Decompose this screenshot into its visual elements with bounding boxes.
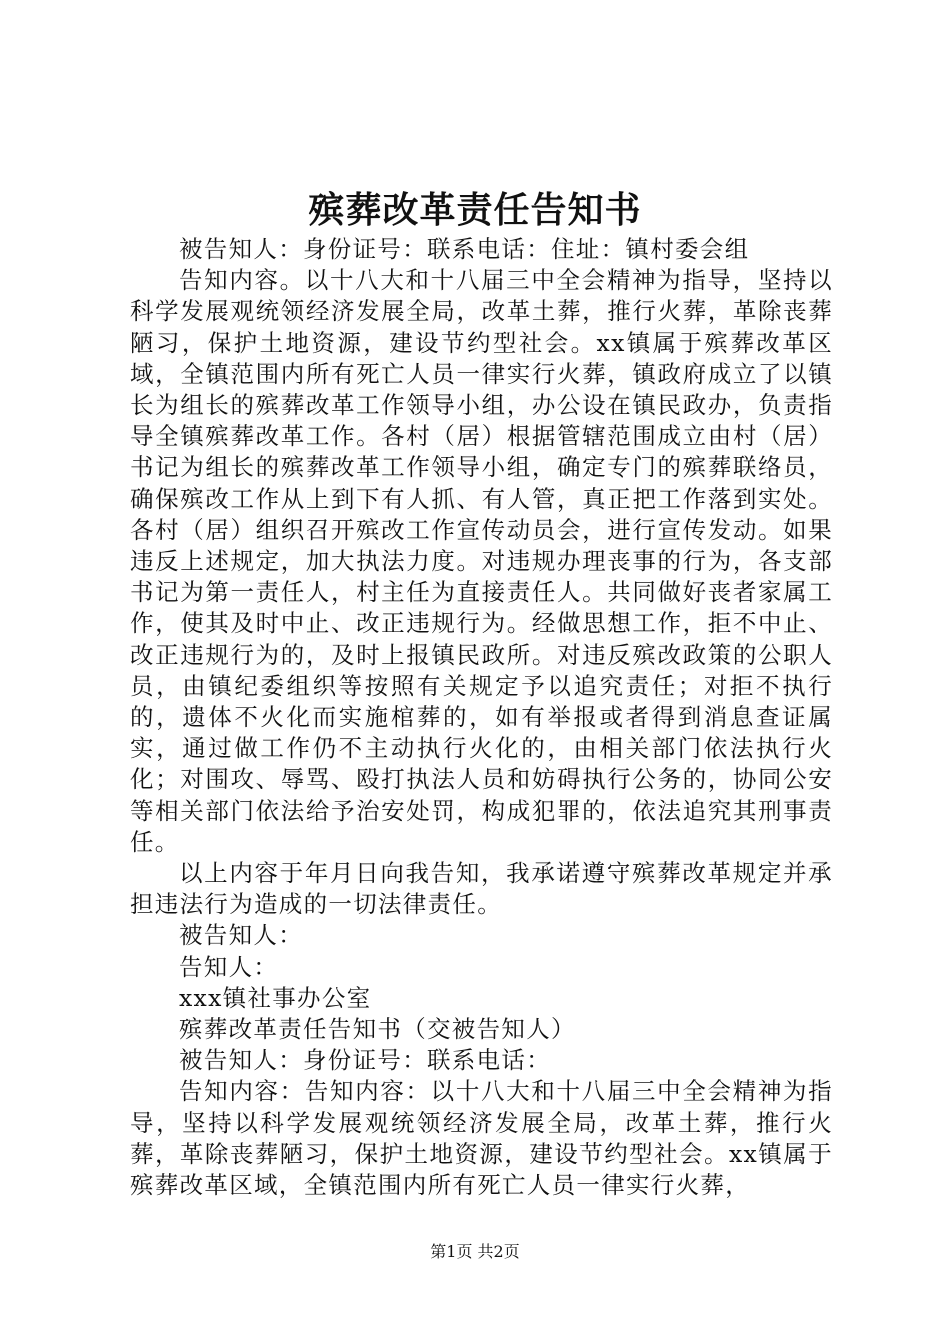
notified-person-info: 被告知人：身份证号：联系电话：住址：镇村委会组 bbox=[179, 235, 750, 263]
acknowledgement-statement: 以上内容于年月日向我告知，我承诺遵守殡葬改革规定并承担违法行为造成的一切法律责任。 bbox=[130, 859, 833, 919]
issuing-office: xxx镇社事办公室 bbox=[179, 983, 372, 1012]
document-body bbox=[130, 234, 833, 1201]
document-title: 殡葬改革责任告知书 bbox=[308, 189, 642, 231]
page-number-footer: 第1页 共2页 bbox=[430, 1242, 520, 1261]
copy-notified-person-info: 被告知人：身份证号：联系电话： bbox=[179, 1046, 551, 1075]
notified-person-signature: 被告知人： bbox=[179, 921, 303, 950]
notice-content: 告知内容。以十八大和十八届三中全会精神为指导，坚持以科学发展观统领经济发展全局，改革土葬，推行火葬，革除丧葬陋习，保护土地资源，建设节约型社会。xx镇属于殡葬改革区域，全镇范围内所有死亡人员一律实行火葬，镇政府成立了以镇长为组长的殡葬改革工作领导小组，办公设在镇民政办，负责指导全镇殡葬改革工作。各村（居）根据管辖范围成立由村（居）书记为组长的殡葬改革工作领导小组，确定专门的殡葬联络员，确保殡改工作从上到下有人抓、有人管，真正把工作落到实处。各村（居）组织召开殡改工作宣传动员会，进行宣传发动。如果违反上述规定，加大执法力度。对违规办理丧事的行为，各支部书记为第一责任人，村主任为直接责任人。共同做好丧者家属工作，使其及时中止、改正违规行为。经做思想工作，拒不中止、改正违规行为的，及时上报镇民政所。对违反殡改政策的公职人员，由镇纪委组织等按照有关规定予以追究责任；对拒不执行的，遗体不火化而实施棺葬的，如有举报或者得到消息查证属实，通过做工作仍不主动执行火化的，由相关部门依法执行火化；对围攻、辱骂、殴打执法人员和妨碍执行公务的，协同公安等相关部门依法给予治安处罚，构成犯罪的，依法追究其刑事责任。 bbox=[130, 266, 833, 856]
notifier-signature: 告知人： bbox=[179, 952, 279, 981]
copy-notice-content: 告知内容：告知内容：以十八大和十八届三中全会精神为指导，坚持以科学发展观统领经济发展全局，改革土葬，推行火葬，革除丧葬陋习，保护土地资源，建设节约型社会。xx镇属于殡葬改革区域，全镇范围内所有死亡人员一律实行火葬， bbox=[130, 1077, 833, 1200]
copy-subtitle: 殡葬改革责任告知书（交被告知人） bbox=[179, 1015, 576, 1044]
